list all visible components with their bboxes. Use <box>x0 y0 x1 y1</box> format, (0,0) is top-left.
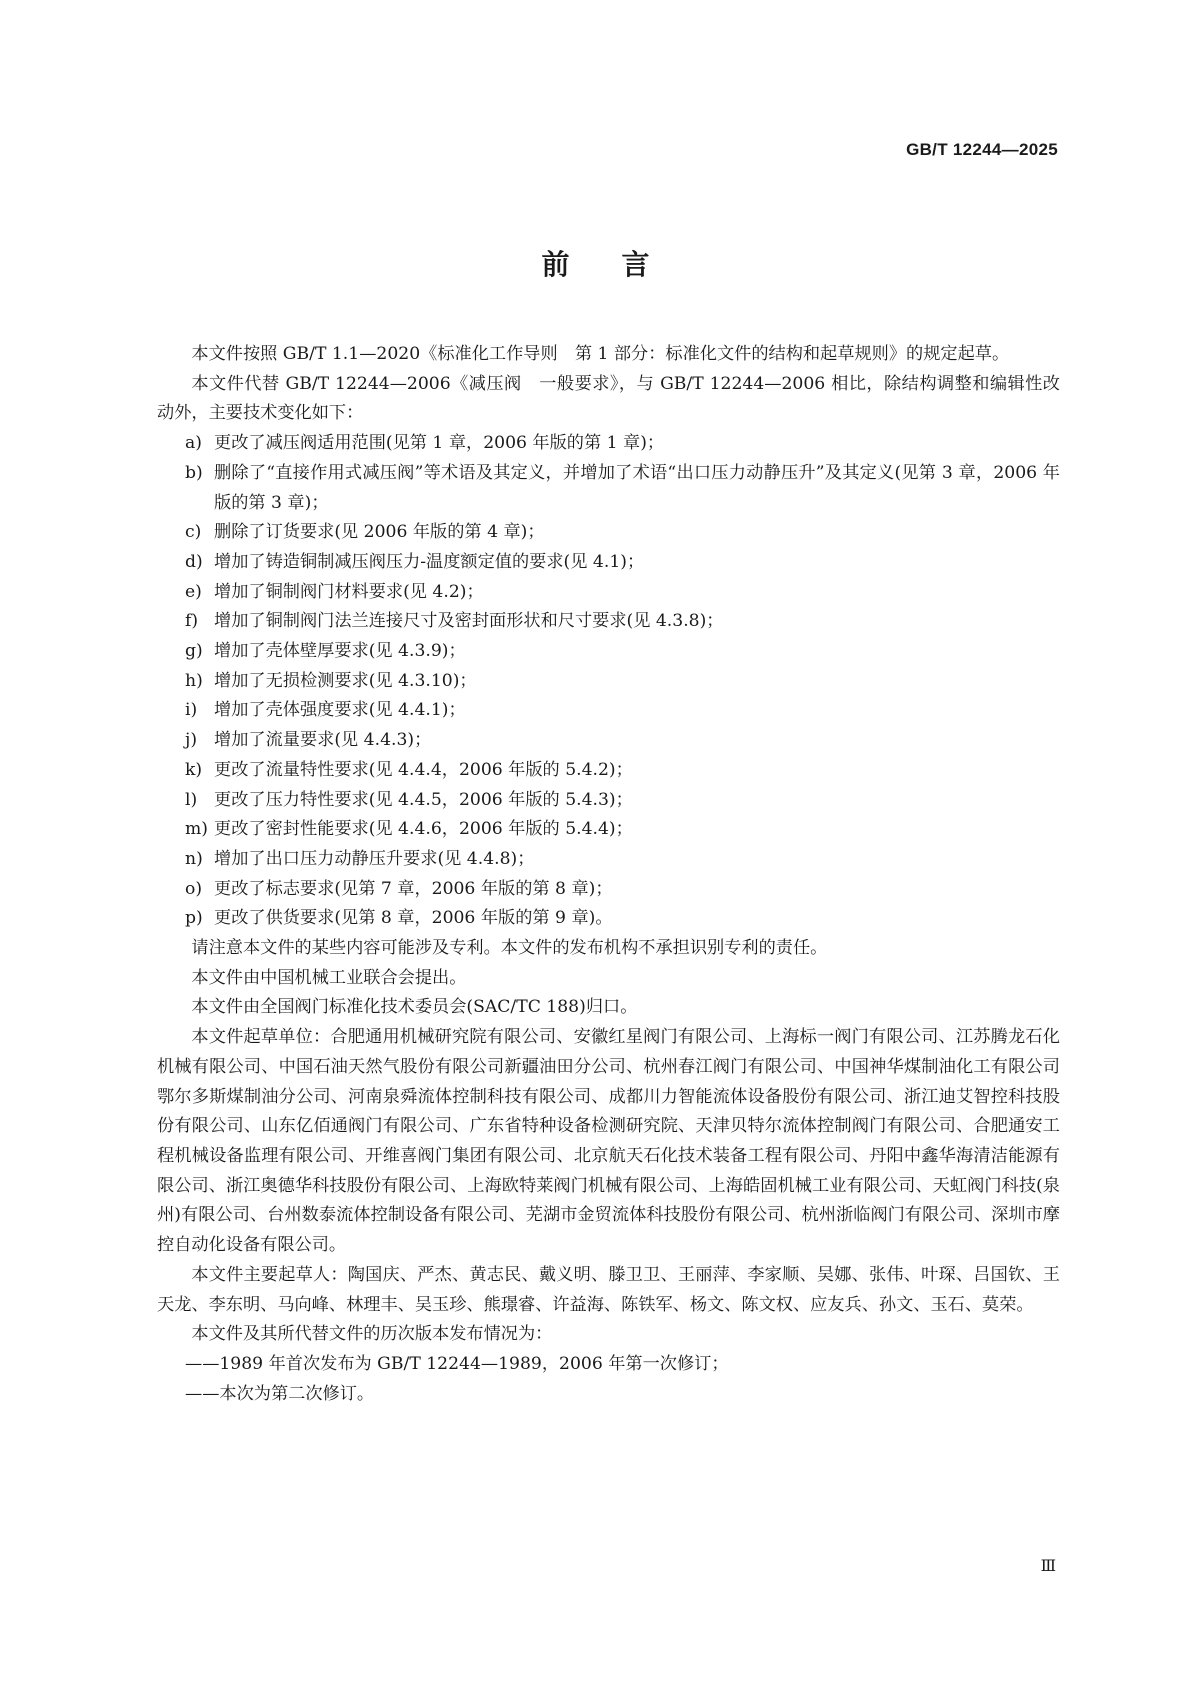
paragraph-history-intro: 本文件及其所代替文件的历次版本发布情况为： <box>191 1324 553 1345</box>
standard-code: GB/T 12244—2025 <box>906 140 1058 159</box>
list-text: 删除了订货要求(见 2006 年版的第 4 章)； <box>214 522 545 543</box>
list-item <box>157 904 1060 934</box>
paragraph-replacement: 本文件代替 GB/T 12244—2006《减压阀 一般要求》，与 GB/T 12244—2006 相比，除结构调整和编辑性改动外，主要技术变化如下： <box>157 373 1060 424</box>
list-text: 增加了壳体强度要求(见 4.4.1)； <box>214 700 466 721</box>
list-label: l) <box>185 789 198 810</box>
list-item <box>157 607 1060 637</box>
list-text: 更改了流量特性要求(见 4.4.4，2006 年版的 5.4.2)； <box>214 759 633 780</box>
list-label: n) <box>185 848 203 869</box>
list-text: 更改了密封性能要求(见 4.4.6，2006 年版的 5.4.4)； <box>214 819 633 840</box>
list-text: 增加了铸造铜制减压阀压力-温度额定值的要求(见 4.1)； <box>214 551 645 572</box>
list-label: b) <box>185 462 203 483</box>
list-label: i) <box>185 700 198 721</box>
list-item <box>157 696 1060 726</box>
paragraph-patent-notice: 请注意本文件的某些内容可能涉及专利。本文件的发布机构不承担识别专利的责任。 <box>191 938 828 959</box>
list-item <box>157 815 1060 845</box>
changes-list <box>157 429 1060 934</box>
list-item <box>157 637 1060 667</box>
list-item <box>157 429 1060 459</box>
list-text: 更改了供货要求(见第 8 章，2006 年版的第 9 章)。 <box>214 908 613 929</box>
list-label: p) <box>185 908 203 929</box>
list-label: g) <box>185 641 203 662</box>
paragraph-proposer: 本文件由中国机械工业联合会提出。 <box>191 967 467 988</box>
list-item <box>157 459 1060 518</box>
list-text: 增加了出口压力动静压升要求(见 4.4.8)； <box>214 848 535 869</box>
list-item <box>157 667 1060 697</box>
history-item: ——本次为第二次修订。 <box>185 1383 375 1404</box>
list-item <box>157 726 1060 756</box>
list-item <box>157 786 1060 816</box>
paragraph-drafters: 本文件主要起草人：陶国庆、严杰、黄志民、戴义明、滕卫卫、王丽萍、李家顺、吴娜、张伟、叶琛、吕国钦、王天龙、李东明、马向峰、林理丰、吴玉珍、熊璟睿、许益海、陈铁军、杨文、陈文权、应友兵、孙文、玉石、莫荣。 <box>157 1264 1060 1315</box>
list-item <box>157 518 1060 548</box>
paragraph-committee: 本文件由全国阀门标准化技术委员会(SAC/TC 188)归口。 <box>191 997 638 1018</box>
list-label: f) <box>185 611 199 632</box>
foreword-content <box>157 340 1060 1409</box>
list-label: j) <box>185 730 198 751</box>
paragraph-drafting-basis: 本文件按照 GB/T 1.1—2020《标准化工作导则 第 1 部分：标准化文件的结构和起草规则》的规定起草。 <box>191 344 1010 364</box>
list-item <box>157 875 1060 905</box>
page-title: 前言 <box>541 248 702 281</box>
list-text: 增加了铜制阀门材料要求(见 4.2)； <box>214 581 484 602</box>
page-number: Ⅲ <box>1040 1556 1056 1575</box>
list-label: a) <box>185 433 202 454</box>
list-label: d) <box>185 551 203 572</box>
list-label: o) <box>185 878 203 899</box>
list-text: 增加了铜制阀门法兰连接尺寸及密封面形状和尺寸要求(见 4.3.8)； <box>214 611 724 632</box>
history-item: ——1989 年首次发布为 GB/T 12244—1989，2006 年第一次修订； <box>185 1353 729 1374</box>
list-text: 增加了壳体壁厚要求(见 4.3.9)； <box>214 641 466 662</box>
list-text: 更改了减压阀适用范围(见第 1 章，2006 年版的第 1 章)； <box>214 433 665 454</box>
list-text: 更改了压力特性要求(见 4.4.5，2006 年版的 5.4.3)； <box>214 789 633 810</box>
list-text: 增加了流量要求(见 4.4.3)； <box>214 730 432 751</box>
paragraph-drafting-units: 本文件起草单位：合肥通用机械研究院有限公司、安徽红星阀门有限公司、上海标一阀门有限公司、江苏腾龙石化机械有限公司、中国石油天然气股份有限公司新疆油田分公司、杭州春江阀门有限公司、中国神华煤制油化工有限公司鄂尔多斯煤制油分公司、河南泉舜流体控制科技有限公司、成都川力智能流体设备股份有限公司、浙江迪艾智控科技股份有限公司、山东亿佰通阀门有限公司、广东省特种设备检测研究院、天津贝特尔流体控制阀门有限公司、合肥通安工程机械设备监理有限公司、开维喜阀门集团有限公司、北京航天石化技术装备工程有限公司、丹阳中鑫华海清洁能源有限公司、浙江奥德华科技股份有限公司、上海欧特莱阀门机械有限公司、上海皓固机械工业有限公司、天虹阀门科技(泉州)有限公司、台州数泰流体控制设备有限公司、芜湖市金贸流体科技股份有限公司、杭州浙临阀门有限公司、深圳市摩控自动化设备有限公司。 <box>157 1027 1060 1256</box>
list-text: 删除了“直接作用式减压阀”等术语及其定义，并增加了术语“出口压力动静压升”及其定义(见第 3 章，2006 年版的第 3 章)； <box>214 462 1060 513</box>
list-label: c) <box>185 522 202 543</box>
list-text: 更改了标志要求(见第 7 章，2006 年版的第 8 章)； <box>214 878 613 899</box>
list-label: k) <box>185 759 203 780</box>
list-item <box>157 756 1060 786</box>
list-text: 增加了无损检测要求(见 4.3.10)； <box>214 670 477 691</box>
list-item <box>157 845 1060 875</box>
list-label: e) <box>185 581 202 602</box>
list-label: h) <box>185 670 203 691</box>
list-label: m) <box>185 819 209 840</box>
list-item <box>157 548 1060 578</box>
list-item <box>157 578 1060 608</box>
